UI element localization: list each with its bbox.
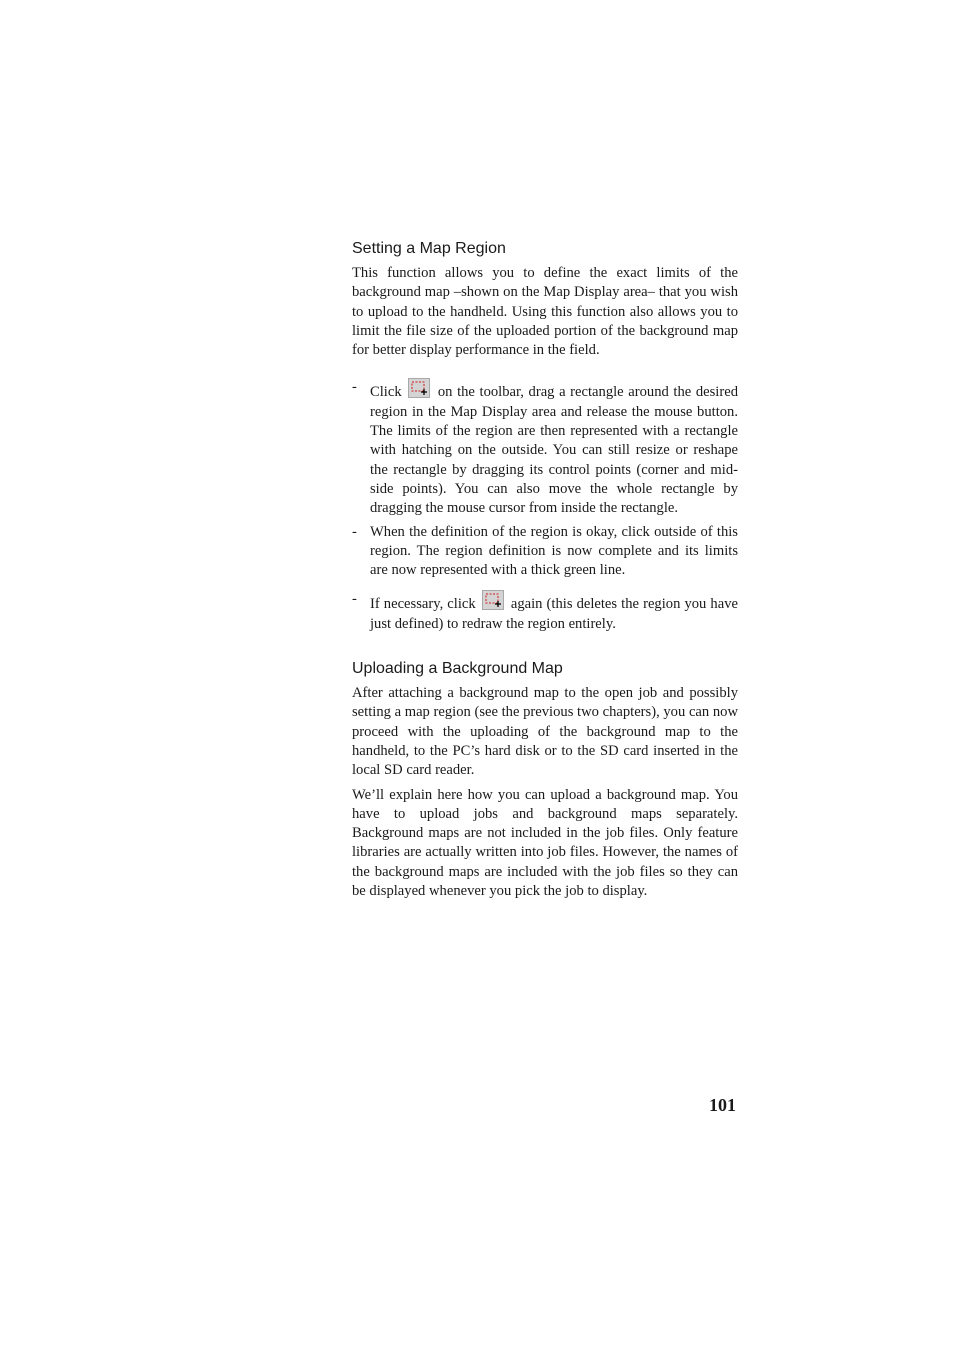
step-text-after: again (this deletes the region you have just defined) to redraw the region entirely. (370, 596, 738, 632)
section-uploading-background-map (352, 658, 738, 901)
body-paragraph: We’ll explain here how you can upload a background map. You have to upload jobs and background maps separately. Background maps are not included in the job files. Only feature libraries are actually written into job files. However, the names of the background maps are included with the job files so they can be displayed whenever you pick the job to display. (352, 786, 738, 900)
step-item (352, 590, 738, 634)
steps-list (352, 378, 738, 634)
section-heading: Setting a Map Region (352, 240, 506, 257)
page-content (352, 238, 738, 901)
map-region-tool-icon (408, 378, 430, 398)
list-dash: - (352, 379, 357, 396)
step-item (352, 378, 738, 518)
section-setting-map-region (352, 238, 738, 634)
section-heading: Uploading a Background Map (352, 660, 563, 678)
step-text-after: on the toolbar, drag a rectangle around the desired region in the Map Display area and release the mouse button. The limits of the region are then represented with a rectangle with hatching on the outside. You can still resize or reshape the rectangle by dragging its control points (corner and mid-side points). You can also move the whole rectangle by dragging the mouse cursor from inside the rectangle. (370, 384, 739, 517)
step-item (352, 523, 738, 581)
map-region-tool-icon (482, 590, 504, 610)
intro-paragraph: This function allows you to define the exact limits of the background map –shown on the Map Display area– that you wish to upload to the handheld. Using this function also allows you to limit the file size of the uploaded portion of the background map for better display performance in the field. (352, 265, 738, 359)
step-text-before: If necessary, click (370, 596, 476, 613)
step-text: When the definition of the region is okay, click outside of this region. The region definition is now complete and its limits are now represented with a thick green line. (370, 523, 738, 579)
list-dash: - (352, 523, 357, 540)
list-dash: - (352, 591, 357, 608)
page-number: 101 (709, 1095, 736, 1115)
step-text-before: Click (370, 384, 402, 401)
body-paragraph: After attaching a background map to the open job and possibly setting a map region (see the previous two chapters), you can now proceed with the uploading of the background map to the handheld, to the PC’s hard disk or to the SD card inserted in the local SD card reader. (352, 685, 738, 779)
